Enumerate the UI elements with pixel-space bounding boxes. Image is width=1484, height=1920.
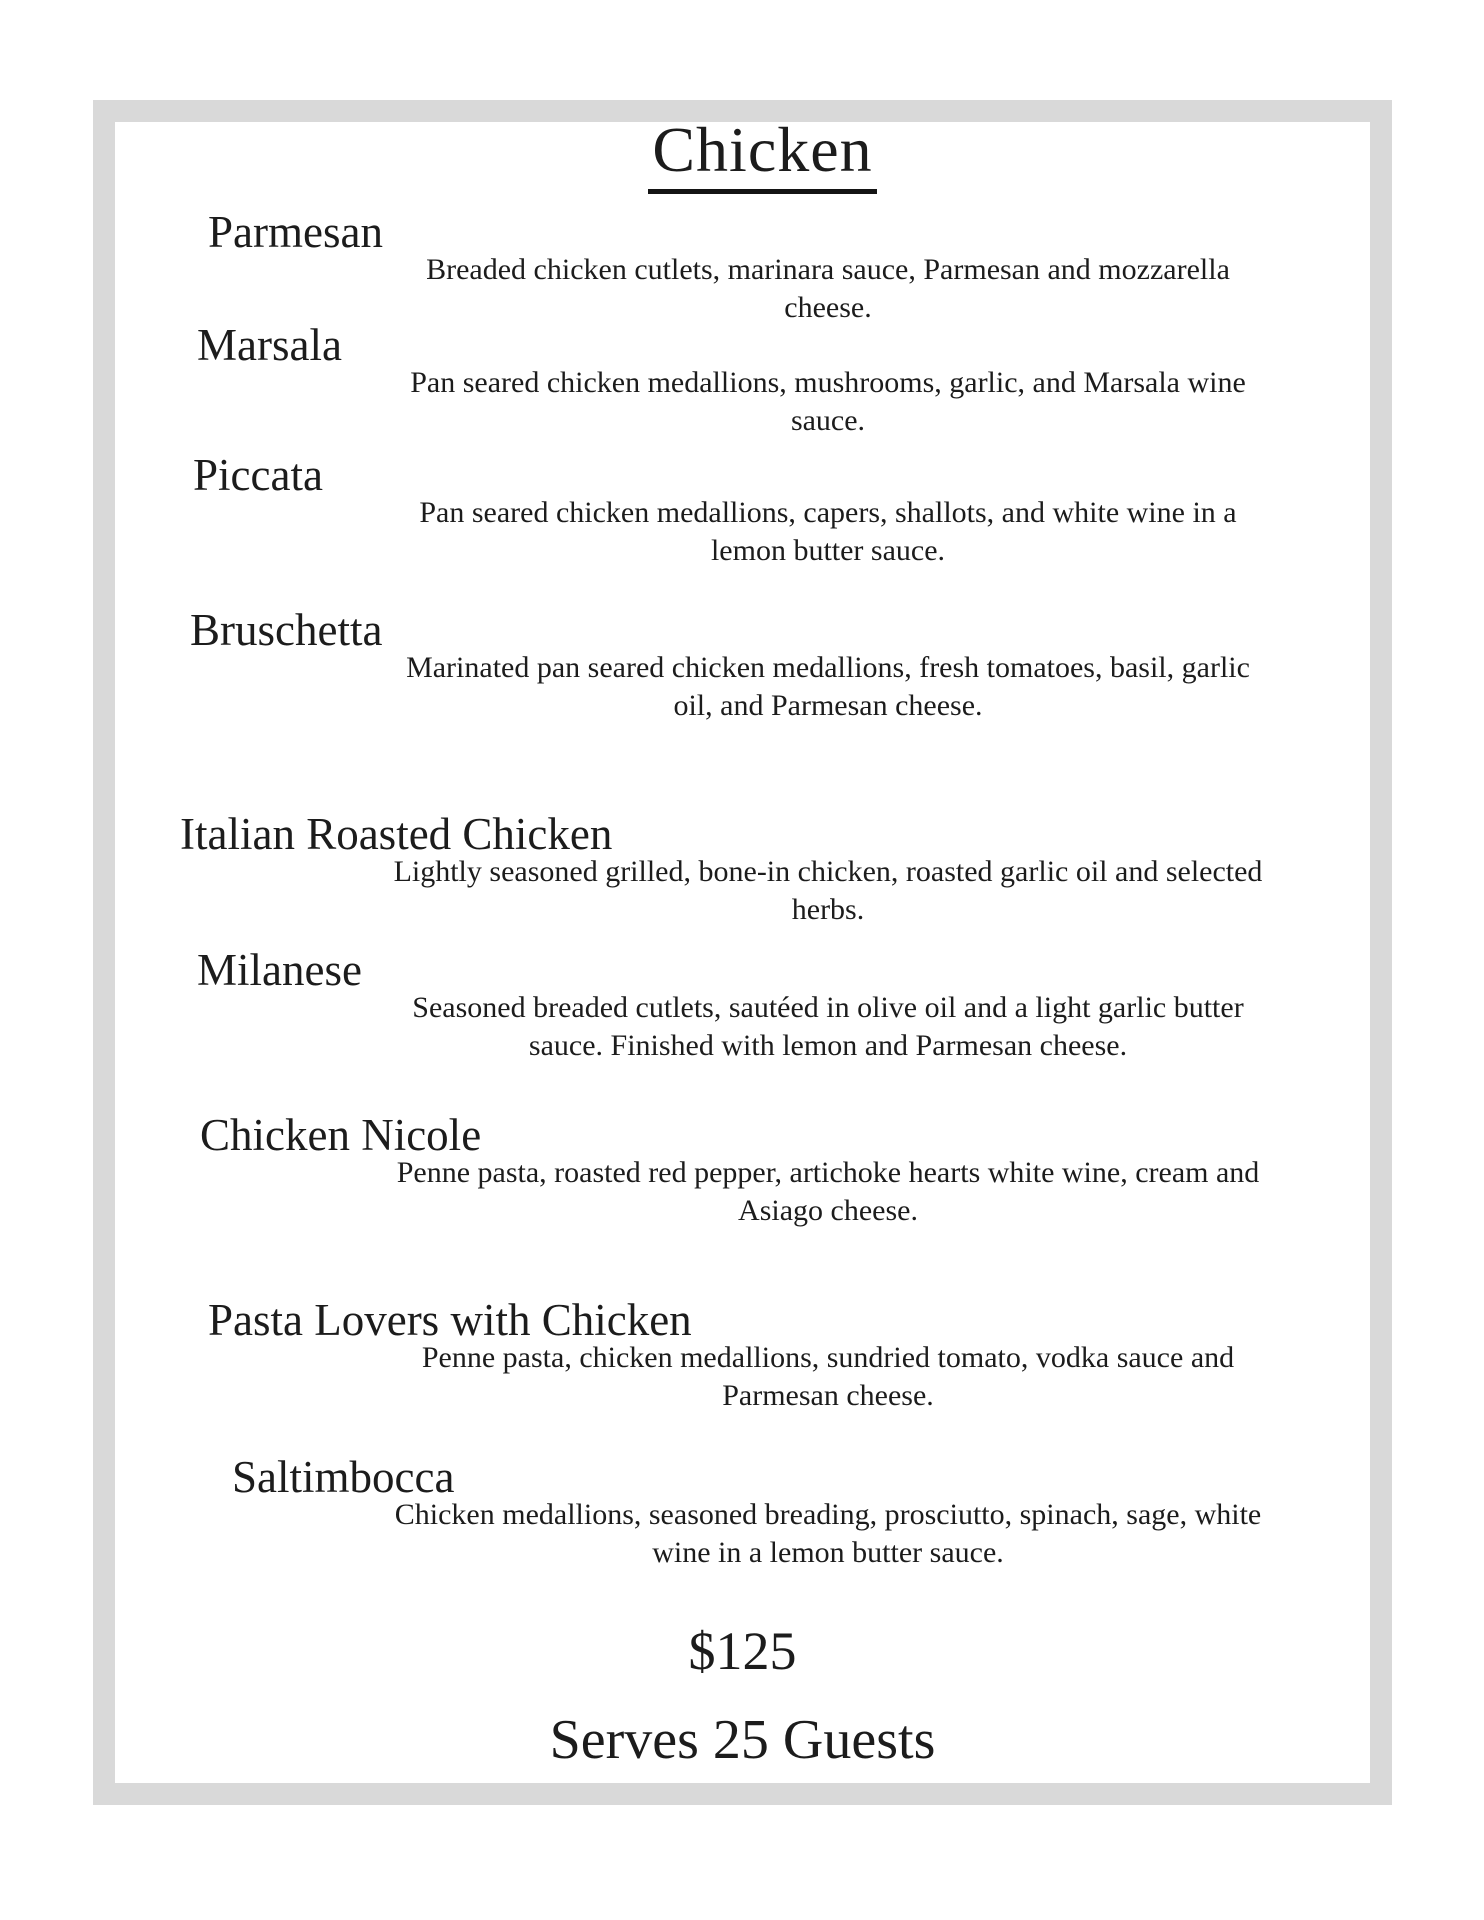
desc-line: lemon butter sauce. (710, 534, 946, 567)
desc-line: Marinated pan seared chicken medallions, fresh tomatoes, basil, garlic (406, 651, 1250, 684)
desc-line: herbs. (791, 893, 865, 926)
page-title-wrap (135, 114, 1390, 194)
menu-item-heading-bruschetta: Bruschetta (190, 605, 383, 655)
desc-line: Seasoned breaded cutlets, sautéed in olive oil and a light garlic butter (412, 991, 1244, 1024)
desc-line: Breaded chicken cutlets, marinara sauce, Parmesan and mozzarella (426, 253, 1230, 286)
desc-line: wine in a lemon butter sauce. (652, 1536, 1004, 1569)
desc-line: Penne pasta, roasted red pepper, artichoke hearts white wine, cream and (396, 1156, 1260, 1189)
serves-text: Serves 25 Guests (549, 1709, 936, 1771)
desc-line: Lightly seasoned grilled, bone-in chicken, roasted garlic oil and selected (393, 855, 1263, 888)
desc-line: cheese. (784, 291, 872, 324)
menu-item-heading-italian-roasted-chicken: Italian Roasted Chicken (180, 809, 613, 859)
menu-item-heading-marsala: Marsala (197, 320, 342, 370)
menu-item-desc-bruschetta (370, 649, 1286, 725)
desc-line: Asiago cheese. (738, 1194, 918, 1227)
menu-item-desc-pasta-lovers-with-chicken (370, 1339, 1286, 1415)
menu-item-heading-milanese: Milanese (197, 945, 362, 995)
menu-item-heading-saltimbocca: Saltimbocca (232, 1452, 455, 1502)
desc-line: Pan seared chicken medallions, mushrooms, garlic, and Marsala wine (410, 366, 1246, 399)
menu-item-heading-pasta-lovers-with-chicken: Pasta Lovers with Chicken (208, 1295, 692, 1345)
desc-line: Parmesan cheese. (722, 1379, 934, 1412)
menu-item-desc-marsala (370, 364, 1286, 440)
desc-line: Penne pasta, chicken medallions, sundried tomato, vodka sauce and (421, 1341, 1235, 1374)
menu-item-desc-parmesan (370, 251, 1286, 327)
desc-line: oil, and Parmesan cheese. (673, 689, 983, 722)
menu-item-desc-piccata (370, 494, 1286, 570)
desc-line: Pan seared chicken medallions, capers, shallots, and white wine in a (419, 496, 1237, 529)
menu-item-desc-chicken-nicole (370, 1154, 1286, 1230)
desc-line: Chicken medallions, seasoned breading, prosciutto, spinach, sage, white (394, 1498, 1262, 1531)
menu-item-desc-saltimbocca (370, 1496, 1286, 1572)
desc-line: sauce. Finished with lemon and Parmesan cheese. (528, 1029, 1128, 1062)
price-text: $125 (688, 1621, 797, 1681)
menu-item-heading-piccata: Piccata (193, 450, 323, 500)
menu-item-desc-milanese (370, 989, 1286, 1065)
menu-item-heading-parmesan: Parmesan (208, 207, 383, 257)
menu-item-desc-italian-roasted-chicken (370, 853, 1286, 929)
page-title: Chicken (648, 118, 876, 194)
menu-item-heading-chicken-nicole: Chicken Nicole (200, 1110, 482, 1160)
desc-line: sauce. (790, 404, 866, 437)
